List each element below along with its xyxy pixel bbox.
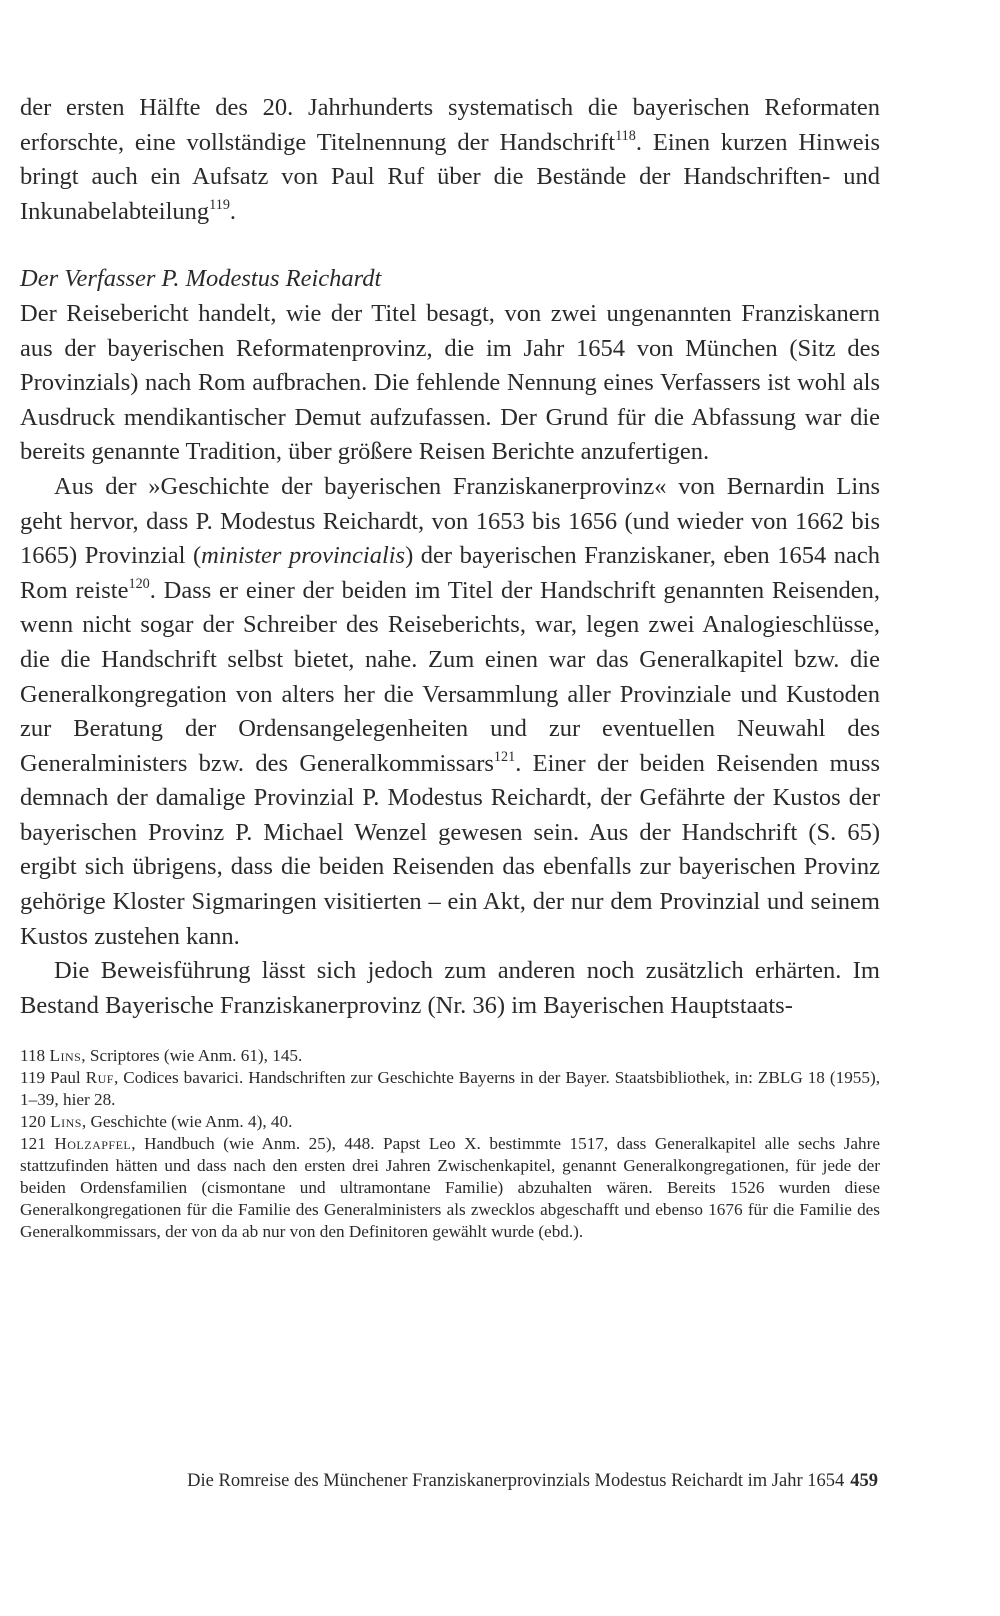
running-footer: [20, 1469, 878, 1493]
footnote-ref-120: 120: [128, 575, 150, 592]
footnote-number: 118: [20, 1046, 46, 1065]
footnote-118: [20, 1045, 880, 1067]
footnote-number: 120: [20, 1112, 46, 1131]
paragraph-1-text-b: . Einen kurzen Hinweis bringt auch ein Aufsatz von Paul Ruf über die Bestände der Handschriften- und Inkunabelabteilung: [20, 128, 880, 225]
main-text: [20, 91, 880, 1023]
footnote-121: [20, 1133, 880, 1243]
footnote-author: Lins: [50, 1112, 82, 1131]
footnote-text: , Geschichte (wie Anm. 4), 40.: [81, 1112, 293, 1131]
paragraph-3-italic-term: minister provincialis: [201, 542, 406, 570]
running-title: Die Romreise des Münchener Franziskanerprovinzials Modestus Reichardt im Jahr 1654: [187, 1471, 845, 1491]
paragraph-1-text-a: der ersten Hälfte des 20. Jahrhunderts systematisch die bayerischen Reformaten erforschte, eine vollständige Titelnennung der Handschrift: [20, 94, 880, 156]
footnote-text: , Codices bavarici. Handschriften zur Geschichte Bayerns in der Bayer. Staatsbibliothek, in: ZBLG 18 (1955), 1–39, hier 28.: [20, 1068, 880, 1109]
footnote-author: Lins: [49, 1046, 82, 1065]
footnote-ref-121: 121: [493, 748, 516, 765]
section-heading: Der Verfasser P. Modestus Reichardt: [20, 265, 382, 293]
page-number: 459: [850, 1471, 878, 1491]
footnote-author-prefix: Paul: [50, 1068, 86, 1087]
footnote-ref-119: 119: [209, 196, 230, 213]
paragraph-2: Der Reisebericht handelt, wie der Titel besagt, von zwei ungenannten Franziskanern aus der bayerischen Reformatenprovinz, die im Jahr 1654 von München (Sitz des Provinzials) nach Rom aufbrachen. Die fehlende Nennung eines Verfassers ist wohl als Ausdruck mendikantischer Demut aufzufassen. Der Grund für die Abfassung war die bereits genannte Tradition, über größere Reisen Berichte anzufertigen.: [20, 299, 880, 466]
paragraph-1: [20, 91, 880, 229]
footnote-text: , Handbuch (wie Anm. 25), 448. Papst Leo X. bestimmte 1517, dass Generalkapitel alle sechs Jahre stattzufinden hätten und dass nach den ersten drei Jahren Zwischenkapitel, genannt Generalkongregationen, für jede der beiden Ordensfamilien (cismontane und ultramontane Familie) abzuhalten wären. Bereits 1526 wurden diese Generalkongregationen für die Familie des Generalministers als zwecklos abgeschafft und ebenso 1676 für die Familie des Generalkommissars, der von da ab nur von den Definitoren gewählt wurde (ebd.).: [20, 1134, 881, 1241]
paragraph-3-text-d: . Einer der beiden Reisenden muss demnach der damalige Provinzial P. Modestus Reichardt, der Gefährte der Kustos der bayerischen Provinz P. Michael Wenzel gewesen sein. Aus der Handschrift (S. 65) ergibt sich übrigens, dass die beiden Reisenden das ebenfalls zur bayerischen Provinz gehörige Kloster Sigmaringen visitierten – ein Akt, der nur dem Provinzial und seinem Kustos zustehen kann.: [20, 749, 880, 950]
footnote-number: 119: [20, 1068, 46, 1087]
footnote-number: 121: [20, 1134, 46, 1153]
footnote-text: , Scriptores (wie Anm. 61), 145.: [81, 1046, 303, 1065]
paragraph-3-text-c: . Dass er einer der beiden im Titel der Handschrift genannten Reisenden, wenn nicht sogar der Schreiber des Reiseberichts, war, legen zwei Analogieschlüsse, die die Handschrift selbst bietet, nahe. Zum einen war das Generalkapitel bzw. die Generalkongregation von alters her die Versammlung aller Provinziale und Kustoden zur Beratung der Ordensangelegenheiten und zur eventuellen Neuwahl des Generalministers bzw. des Generalkommissars: [20, 576, 880, 777]
paragraph-3: [20, 470, 880, 954]
footnotes: [20, 1045, 880, 1243]
footnote-120: [20, 1111, 880, 1133]
footnote-119: [20, 1067, 880, 1111]
footnote-ref-118: 118: [615, 127, 636, 144]
paragraph-3-text-a: Aus der »Geschichte der bayerischen Franziskanerprovinz« von Bernardin Lins geht hervor, dass P. Modestus Reichardt, von 1653 bis 1656 (und wieder von 1662 bis 1665) Provinzial (: [20, 472, 880, 570]
paragraph-3-text-b: ) der bayerischen Franziskaner, eben 1654 nach Rom reiste: [20, 542, 880, 604]
footnote-author: Holzapfel: [54, 1134, 132, 1153]
footnote-author: Ruf: [85, 1068, 114, 1087]
paragraph-4: Die Beweisführung lässt sich jedoch zum anderen noch zusätzlich erhärten. Im Bestand Bayerische Franziskanerprovinz (Nr. 36) im Bayerischen Hauptstaats-: [20, 957, 880, 1019]
paragraph-1-text-c: .: [229, 197, 237, 225]
